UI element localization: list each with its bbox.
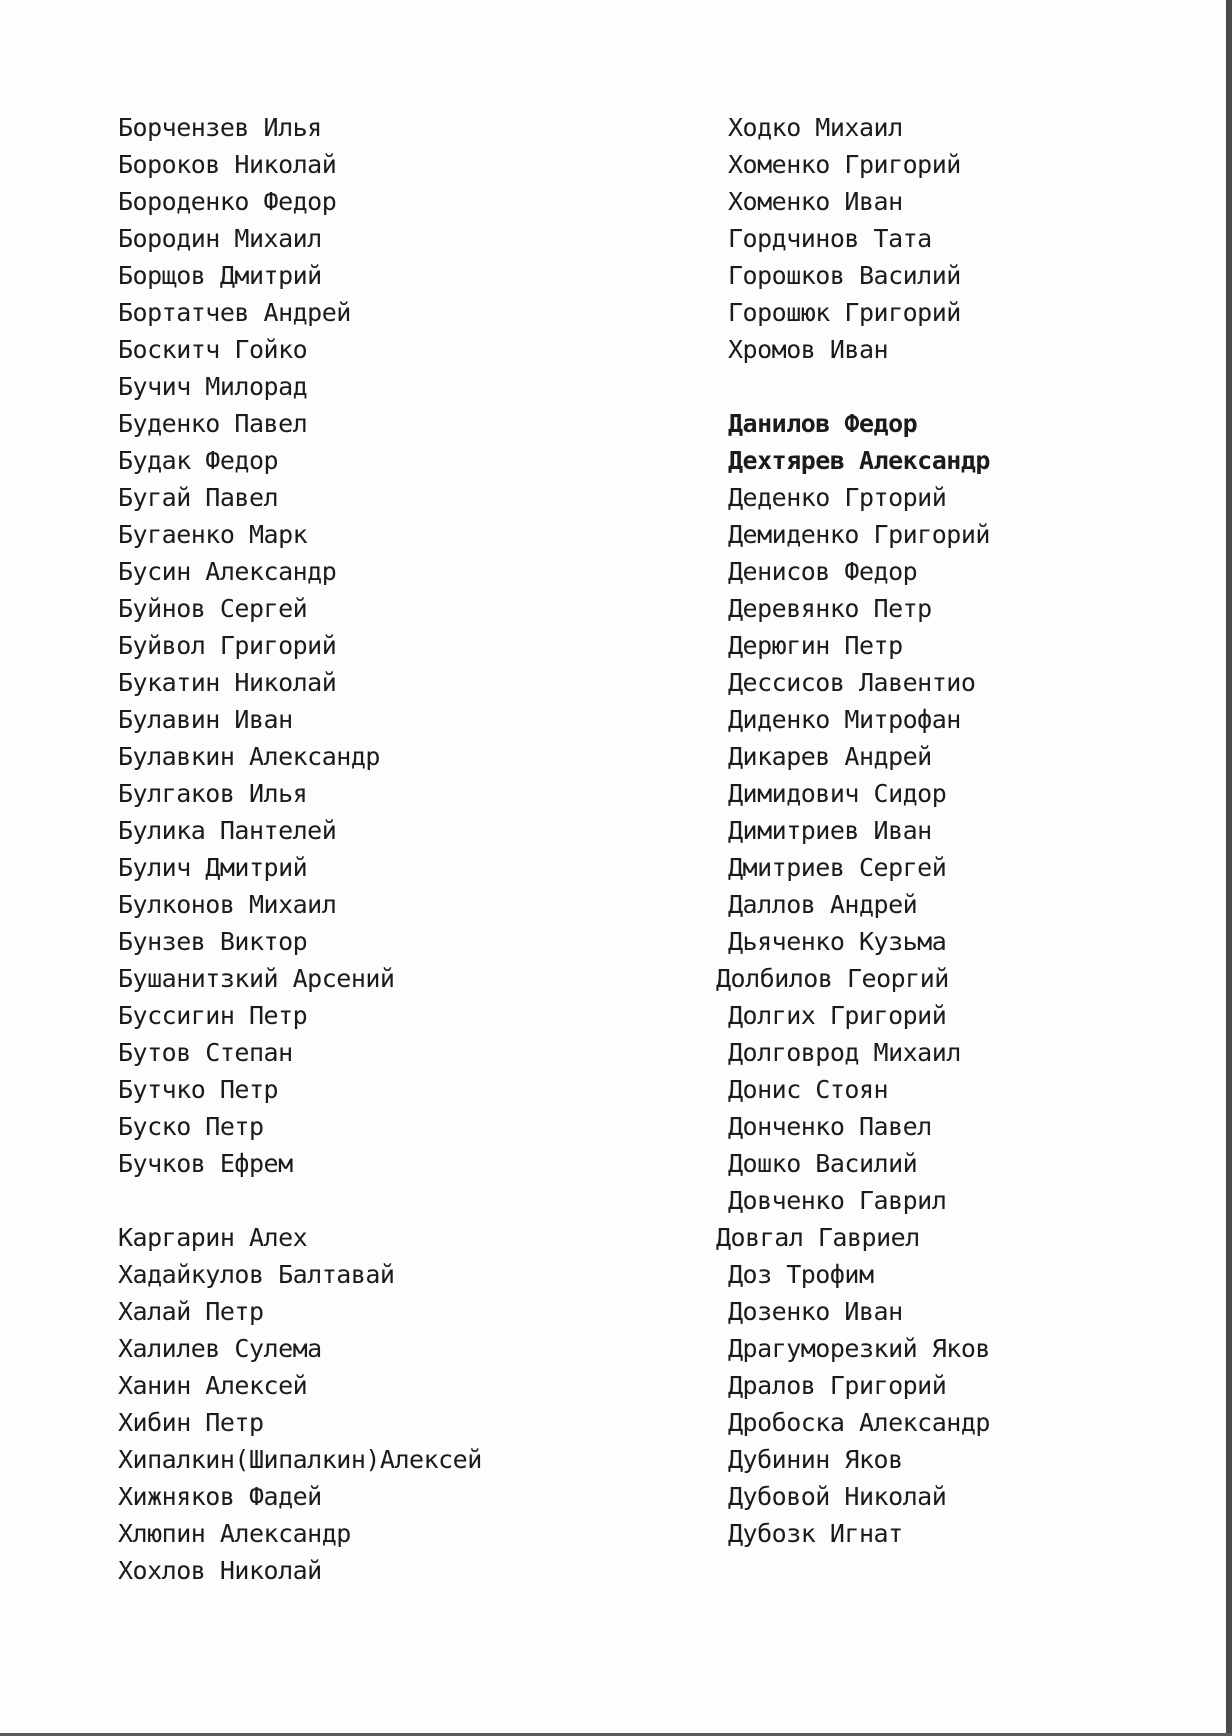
list-item: Деревянко Петр xyxy=(728,594,932,623)
list-item: Булавкин Александр xyxy=(118,742,380,771)
list-item: Деденко Грторий xyxy=(728,483,947,512)
list-item: Халай Петр xyxy=(118,1297,264,1326)
list-item: Буйвол Григорий xyxy=(118,631,337,660)
list-item: Хлюпин Александр xyxy=(118,1519,351,1548)
list-item: Дубозк Игнат xyxy=(728,1519,903,1548)
list-item: Бугай Павел xyxy=(118,483,279,512)
list-item: Дозенко Иван xyxy=(728,1297,903,1326)
list-item: Донис Стоян xyxy=(728,1075,889,1104)
list-item: Буссигин Петр xyxy=(118,1001,308,1030)
list-item: Бунзев Виктор xyxy=(118,927,308,956)
list-item: Булавин Иван xyxy=(118,705,293,734)
list-item: Дубинин Яков xyxy=(728,1445,903,1474)
list-item: Хадайкулов Балтавай xyxy=(118,1260,395,1289)
list-item: Букатин Николай xyxy=(118,668,337,697)
list-item: Хибин Петр xyxy=(118,1408,264,1437)
name-list-right xyxy=(716,109,990,1552)
list-item: Булконов Михаил xyxy=(118,890,337,919)
list-item: Дралов Григорий xyxy=(728,1371,947,1400)
list-item: Халилев Сулема xyxy=(118,1334,322,1363)
list-item: Димидович Сидор xyxy=(728,779,947,808)
list-item: Демиденко Григорий xyxy=(728,520,990,549)
list-item: Ходко Михаил xyxy=(728,113,903,142)
list-item: Горошков Василий xyxy=(728,261,961,290)
list-item: Донченко Павел xyxy=(728,1112,932,1141)
list-item: Бороденко Федор xyxy=(118,187,337,216)
list-gap xyxy=(728,368,990,405)
list-item: Дехтярев Александр xyxy=(728,446,990,475)
list-item: Димитриев Иван xyxy=(728,816,932,845)
name-list-left xyxy=(118,109,482,1589)
list-item: Бугаенко Марк xyxy=(118,520,308,549)
list-item: Хипалкин(Шипалкин)Алексей xyxy=(118,1445,482,1474)
list-item: Дробоска Александр xyxy=(728,1408,990,1437)
list-item: Булгаков Илья xyxy=(118,779,308,808)
list-item: Данилов Федор xyxy=(728,409,918,438)
list-item: Хижняков Фадей xyxy=(118,1482,322,1511)
list-item: Буйнов Сергей xyxy=(118,594,308,623)
list-item: Борчензев Илья xyxy=(118,113,322,142)
list-item: Каргарин Алех xyxy=(118,1223,308,1252)
list-item: Бутов Степан xyxy=(118,1038,293,1067)
list-item: Бусин Александр xyxy=(118,557,337,586)
list-item: Булика Пантелей xyxy=(118,816,337,845)
list-item: Дикарев Андрей xyxy=(728,742,932,771)
list-item: Хохлов Николай xyxy=(118,1556,322,1585)
list-item: Долгих Григорий xyxy=(728,1001,947,1030)
list-item: Хромов Иван xyxy=(728,335,889,364)
list-item: Бороков Николай xyxy=(118,150,337,179)
list-item: Довгал Гавриел xyxy=(716,1223,920,1252)
list-item: Ханин Алексей xyxy=(118,1371,308,1400)
list-item: Буско Петр xyxy=(118,1112,264,1141)
list-item: Доз Трофим xyxy=(728,1260,874,1289)
list-gap xyxy=(118,1182,482,1219)
list-item: Хоменко Иван xyxy=(728,187,903,216)
list-item: Дессисов Лавентио xyxy=(728,668,976,697)
list-item: Горошюк Григорий xyxy=(728,298,961,327)
list-item: Даллов Андрей xyxy=(728,890,918,919)
list-item: Дерюгин Петр xyxy=(728,631,903,660)
list-item: Диденко Митрофан xyxy=(728,705,961,734)
list-item: Долбилов Георгий xyxy=(716,964,949,993)
list-item: Дубовой Николай xyxy=(728,1482,947,1511)
list-item: Бучков Ефрем xyxy=(118,1149,293,1178)
list-item: Довченко Гаврил xyxy=(728,1186,947,1215)
list-item: Бортатчев Андрей xyxy=(118,298,351,327)
list-item: Долговрод Михаил xyxy=(728,1038,961,1067)
list-item: Боскитч Гойко xyxy=(118,335,308,364)
list-item: Бородин Михаил xyxy=(118,224,322,253)
list-item: Дьяченко Кузьма xyxy=(728,927,947,956)
scan-edge-right xyxy=(1226,0,1232,1736)
list-item: Булич Дмитрий xyxy=(118,853,308,882)
list-item: Бучич Милорад xyxy=(118,372,308,401)
list-item: Денисов Федор xyxy=(728,557,918,586)
list-item: Бушанитзкий Арсений xyxy=(118,964,395,993)
list-item: Драгуморезкий Яков xyxy=(728,1334,990,1363)
list-item: Дмитриев Сергей xyxy=(728,853,947,882)
list-item: Дошко Василий xyxy=(728,1149,918,1178)
list-item: Бутчко Петр xyxy=(118,1075,279,1104)
list-item: Хоменко Григорий xyxy=(728,150,961,179)
list-item: Будак Федор xyxy=(118,446,279,475)
list-item: Борщов Дмитрий xyxy=(118,261,322,290)
list-item: Буденко Павел xyxy=(118,409,308,438)
list-item: Гордчинов Тата xyxy=(728,224,932,253)
